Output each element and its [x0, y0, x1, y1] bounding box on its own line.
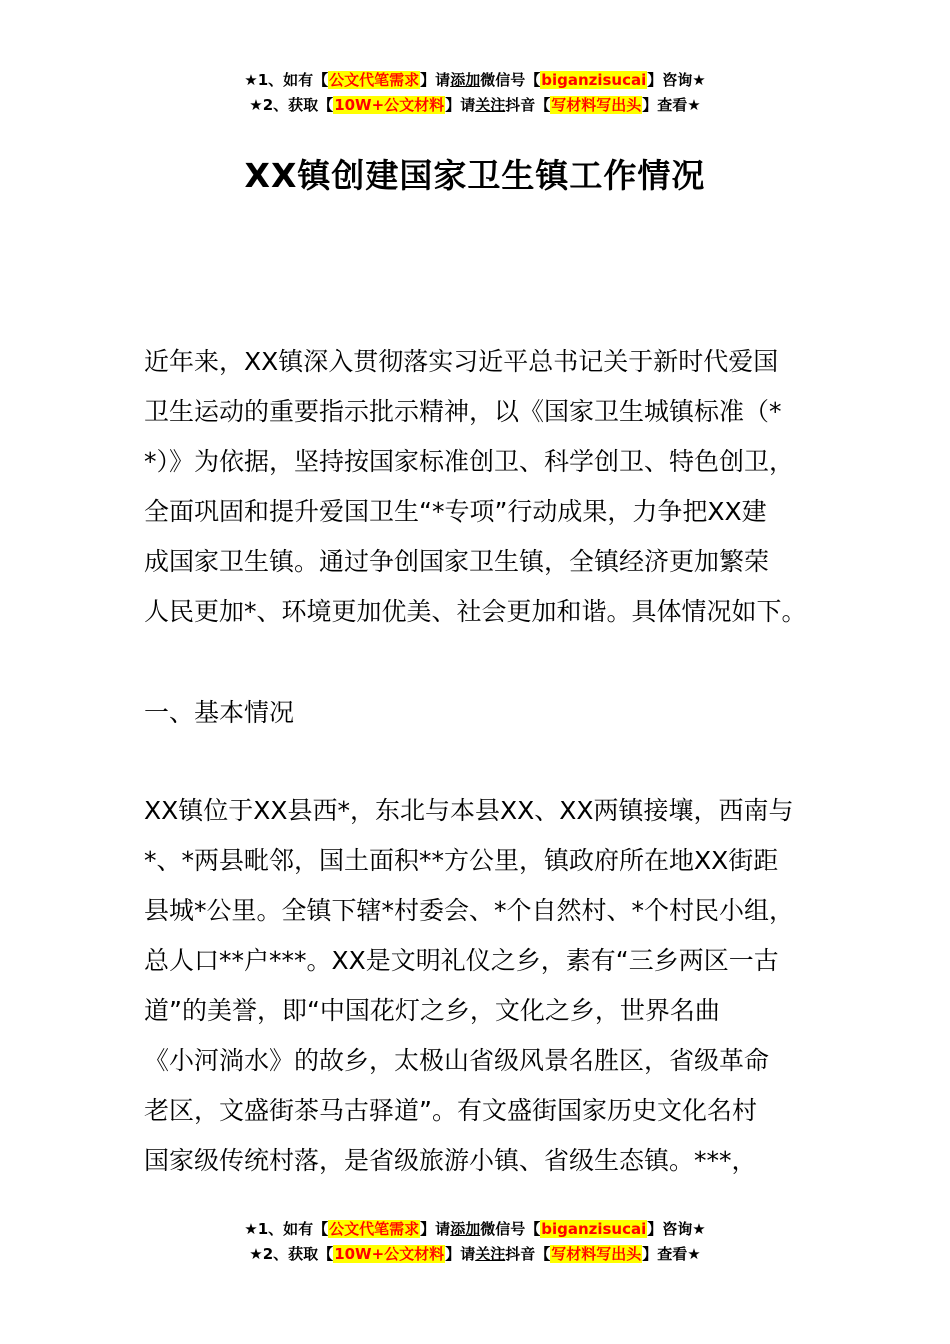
header-banner	[0, 68, 950, 118]
paragraph-line: XX镇位于XX县西*，东北与本县XX、XX两镇接壤，西南与	[144, 796, 794, 825]
banner-text: 】请	[445, 1245, 476, 1263]
paragraph-line: 成国家卫生镇。通过争创国家卫生镇，全镇经济更加繁荣	[144, 547, 770, 576]
highlight-douyin-account: 写材料写出头	[551, 1245, 642, 1263]
banner-text: 】请	[420, 1220, 451, 1238]
paragraph-line: 总人口**户***。XX是文明礼仪之乡，素有“三乡两区一古	[144, 946, 779, 975]
paragraph-intro	[144, 337, 834, 637]
underlined-text: 关注	[475, 96, 506, 114]
underlined-text: 关注	[475, 1245, 506, 1263]
paragraph-line: 卫生运动的重要指示批示精神，以《国家卫生城镇标准（*	[144, 397, 782, 426]
underlined-text: 添加	[450, 1220, 481, 1238]
banner-line-1	[0, 1217, 950, 1242]
highlight-wechat-id: biganzisucai	[541, 1220, 647, 1238]
banner-text: 微信号【	[480, 1220, 541, 1238]
banner-text: 】请	[445, 96, 476, 114]
highlight-service: 公文代笔需求	[329, 1220, 420, 1238]
document-title: XX镇创建国家卫生镇工作情况	[244, 156, 706, 195]
paragraph-line: 人民更加*、环境更加优美、社会更加和谐。具体情况如下。	[144, 597, 807, 626]
banner-line-1	[0, 68, 950, 93]
highlight-materials: 10W+公文材料	[334, 96, 445, 114]
paragraph-line: 全面巩固和提升爱国卫生“*专项”行动成果，力争把XX建	[144, 497, 767, 526]
banner-text: ★1、如有【	[244, 71, 329, 89]
highlight-materials: 10W+公文材料	[334, 1245, 445, 1263]
paragraph-line: 《小河淌水》的故乡，太极山省级风景名胜区，省级革命	[144, 1046, 770, 1075]
paragraph-line: 县城*公里。全镇下辖*村委会、*个自然村、*个村民小组，	[144, 896, 795, 925]
banner-text: ★1、如有【	[244, 1220, 329, 1238]
footer-banner	[0, 1217, 950, 1267]
paragraph-line: 近年来，XX镇深入贯彻落实习近平总书记关于新时代爱国	[144, 347, 779, 376]
highlight-douyin-account: 写材料写出头	[551, 96, 642, 114]
banner-text: 】请	[420, 71, 451, 89]
highlight-service: 公文代笔需求	[329, 71, 420, 89]
banner-text: ★2、获取【	[249, 1245, 334, 1263]
banner-text: 】查看★	[642, 96, 701, 114]
paragraph-line: 老区，文盛街茶马古驿道”。有文盛街国家历史文化名村	[144, 1096, 757, 1125]
banner-text: 】咨询★	[647, 1220, 706, 1238]
banner-line-2	[0, 93, 950, 118]
section-heading: 一、基本情况	[144, 698, 295, 727]
paragraph-line: 道”的美誉，即“中国花灯之乡，文化之乡，世界名曲	[144, 996, 720, 1025]
paragraph-line: *）》为依据，坚持按国家标准创卫、科学创卫、特色创卫，	[144, 447, 795, 476]
paragraph-line: *、*两县毗邻，国土面积**方公里，镇政府所在地XX街距	[144, 846, 779, 875]
banner-text: 抖音【	[505, 1245, 551, 1263]
banner-text: 】咨询★	[647, 71, 706, 89]
banner-text: 微信号【	[480, 71, 541, 89]
paragraph-line: 国家级传统村落，是省级旅游小镇、省级生态镇。***，	[144, 1146, 757, 1175]
banner-text: 】查看★	[642, 1245, 701, 1263]
banner-line-2	[0, 1242, 950, 1267]
underlined-text: 添加	[450, 71, 481, 89]
banner-text: 抖音【	[505, 96, 551, 114]
highlight-wechat-id: biganzisucai	[541, 71, 647, 89]
banner-text: ★2、获取【	[249, 96, 334, 114]
paragraph-basic-info	[144, 786, 834, 1186]
